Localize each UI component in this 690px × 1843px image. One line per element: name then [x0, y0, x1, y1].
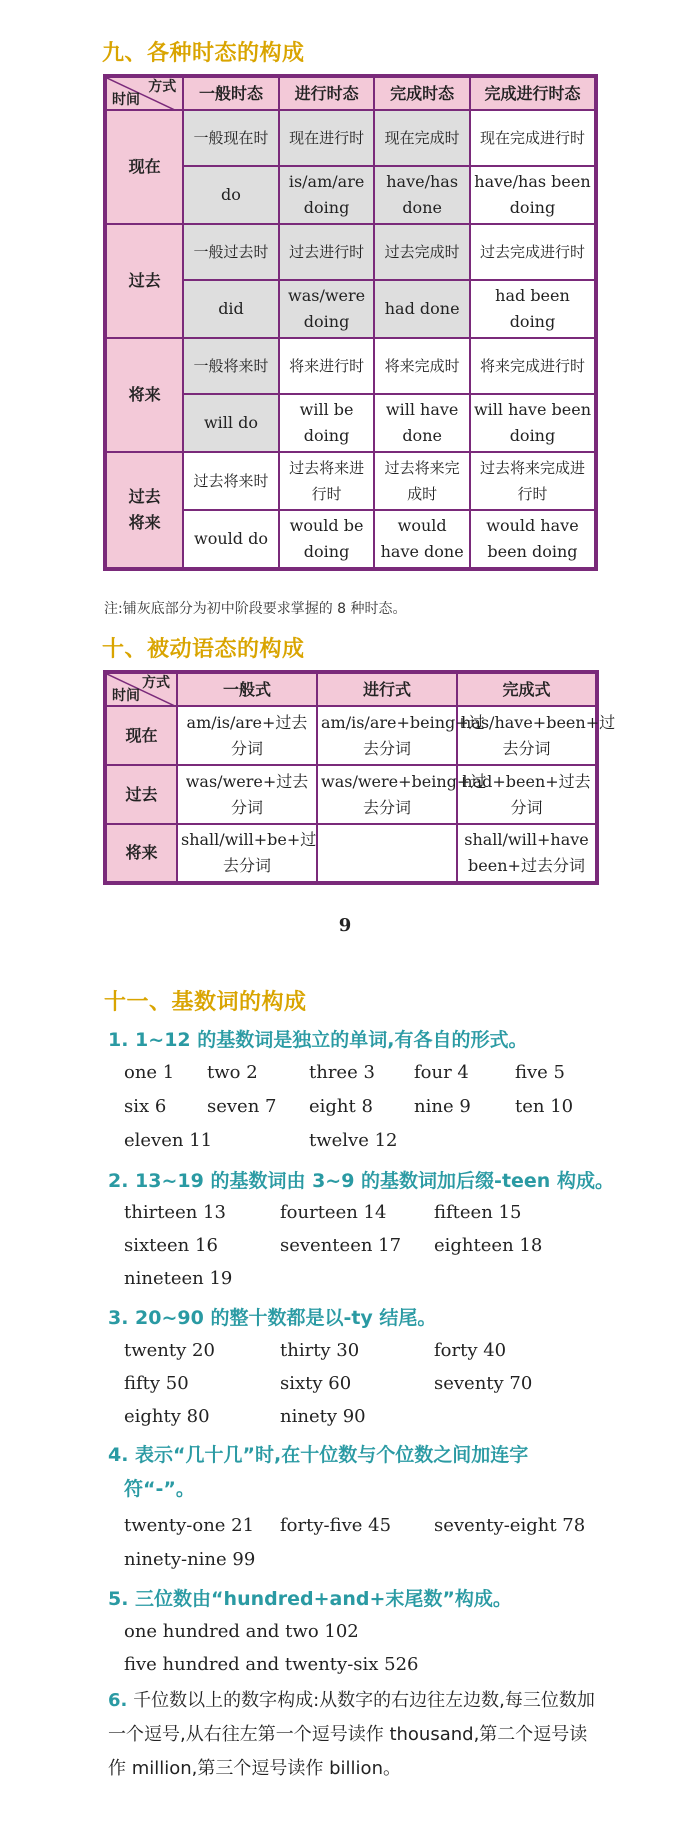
- table-corner: [105, 76, 183, 110]
- tense-form: would have been doing: [470, 510, 596, 569]
- tense-name: 现在进行时: [279, 110, 375, 166]
- tense-form: have/has been doing: [470, 166, 596, 224]
- tense-form: will do: [183, 394, 279, 452]
- item-6-text: 千位数以上的数字构成:从数字的右边往左边数,每三位数加一个逗号,从右往左第一个逗号读作 thousand,第二个逗号读作 million,第三个逗号读作 billion。: [108, 1690, 595, 1779]
- tense-form: is/am/are doing: [279, 166, 375, 224]
- passive-form: had+been+过去分词: [457, 765, 597, 824]
- tense-name: 一般过去时: [183, 224, 279, 280]
- number-word: seven 7: [207, 1096, 277, 1117]
- row-header: 过去将来: [105, 452, 183, 569]
- tense-form: will be doing: [279, 394, 375, 452]
- passive-form: am/is/are+过去分词: [177, 706, 317, 765]
- tense-name: 将来完成进行时: [470, 338, 596, 394]
- column-header: 一般时态: [183, 76, 279, 110]
- corner-top-label: 方式: [142, 675, 170, 691]
- number-word: twenty-one 21: [124, 1515, 255, 1536]
- tense-form: will have been doing: [470, 394, 596, 452]
- item-6-paragraph: [108, 1684, 596, 1786]
- number-word: ninety-nine 99: [124, 1549, 256, 1570]
- tense-name: 一般将来时: [183, 338, 279, 394]
- number-word: forty 40: [434, 1340, 507, 1361]
- number-word: ninety 90: [280, 1406, 366, 1427]
- tense-name: 过去将来时: [183, 452, 279, 510]
- number-word: two 2: [207, 1062, 258, 1083]
- tense-name: 现在完成时: [374, 110, 470, 166]
- item-2-heading: 2. 13~19 的基数词由 3~9 的基数词加后缀-teen 构成。: [108, 1170, 614, 1192]
- number-word: five 5: [515, 1062, 566, 1083]
- number-word: four 4: [414, 1062, 469, 1083]
- column-header: 完成时态: [374, 76, 470, 110]
- tense-form: will have done: [374, 394, 470, 452]
- section-11-title: 十一、基数词的构成: [104, 990, 307, 1015]
- row-header: 现在: [105, 110, 183, 224]
- row-header: 将来: [105, 824, 177, 883]
- number-word: ten 10: [515, 1096, 574, 1117]
- row-header: 过去: [105, 224, 183, 338]
- tense-name: 将来进行时: [279, 338, 375, 394]
- number-word: eighteen 18: [434, 1235, 543, 1256]
- column-header: 完成式: [457, 672, 597, 706]
- tense-form: would be doing: [279, 510, 375, 569]
- number-word: one hundred and two 102: [124, 1621, 359, 1642]
- item-3-heading: 3. 20~90 的整十数都是以-ty 结尾。: [108, 1307, 437, 1329]
- number-word: seventy-eight 78: [434, 1515, 586, 1536]
- table-note: 注:铺灰底部分为初中阶段要求掌握的 8 种时态。: [104, 601, 407, 617]
- item-6-number: 6.: [108, 1690, 128, 1711]
- section-9-title: 九、各种时态的构成: [102, 41, 305, 66]
- column-header: 进行时态: [279, 76, 375, 110]
- number-word: eleven 11: [124, 1130, 213, 1151]
- column-header: 一般式: [177, 672, 317, 706]
- tense-form: did: [183, 280, 279, 338]
- number-word: twenty 20: [124, 1340, 215, 1361]
- tense-name: 过去完成时: [374, 224, 470, 280]
- tense-table: [103, 74, 598, 571]
- number-word: nine 9: [414, 1096, 471, 1117]
- tense-name: 将来完成时: [374, 338, 470, 394]
- number-word: fourteen 14: [280, 1202, 387, 1223]
- item-4-heading-line-2: 符“-”。: [124, 1478, 195, 1500]
- number-word: one 1: [124, 1062, 175, 1083]
- number-word: sixty 60: [280, 1373, 352, 1394]
- tense-name: 过去将来完成进行时: [470, 452, 596, 510]
- item-1-heading: 1. 1~12 的基数词是独立的单词,有各自的形式。: [108, 1029, 528, 1051]
- table-corner: [105, 672, 177, 706]
- tense-form: do: [183, 166, 279, 224]
- tense-form: had done: [374, 280, 470, 338]
- tense-name: 过去进行时: [279, 224, 375, 280]
- tense-name: 过去将来完成时: [374, 452, 470, 510]
- number-word: eight 8: [309, 1096, 373, 1117]
- number-word: nineteen 19: [124, 1268, 233, 1289]
- tense-name: 过去将来进行时: [279, 452, 375, 510]
- number-word: sixteen 16: [124, 1235, 218, 1256]
- number-word: fifty 50: [124, 1373, 189, 1394]
- tense-name: 现在完成进行时: [470, 110, 596, 166]
- column-header: 完成进行时态: [470, 76, 596, 110]
- row-header: 过去: [105, 765, 177, 824]
- number-word: thirty 30: [280, 1340, 360, 1361]
- tense-name: 过去完成进行时: [470, 224, 596, 280]
- passive-form: has/have+been+过去分词: [457, 706, 597, 765]
- number-word: thirteen 13: [124, 1202, 226, 1223]
- passive-form: shall/will+have been+过去分词: [457, 824, 597, 883]
- tense-form: had been doing: [470, 280, 596, 338]
- tense-form: would have done: [374, 510, 470, 569]
- number-word: twelve 12: [309, 1130, 398, 1151]
- corner-top-label: 方式: [148, 79, 177, 95]
- item-5-heading: 5. 三位数由“hundred+and+末尾数”构成。: [108, 1588, 512, 1610]
- corner-bottom-label: 时间: [112, 688, 140, 704]
- passive-voice-table: [103, 670, 616, 885]
- passive-form: was/were+过去分词: [177, 765, 317, 824]
- item-4-heading-line-1: 4. 表示“几十几”时,在十位数与个位数之间加连字: [108, 1444, 529, 1466]
- section-10-title: 十、被动语态的构成: [102, 637, 305, 662]
- tense-form: have/has done: [374, 166, 470, 224]
- number-word: seventeen 17: [280, 1235, 402, 1256]
- number-word: three 3: [309, 1062, 375, 1083]
- column-header: 进行式: [317, 672, 457, 706]
- number-word: six 6: [124, 1096, 167, 1117]
- number-word: fifteen 15: [434, 1202, 522, 1223]
- row-header: 将来: [105, 338, 183, 452]
- passive-form: am/is/are+being+过去分词: [317, 706, 457, 765]
- number-word: forty-five 45: [280, 1515, 392, 1536]
- passive-form: [317, 824, 457, 883]
- corner-bottom-label: 时间: [112, 92, 140, 108]
- tense-name: 一般现在时: [183, 110, 279, 166]
- number-word: eighty 80: [124, 1406, 210, 1427]
- page-number: 9: [338, 915, 352, 936]
- number-word: five hundred and twenty-six 526: [124, 1654, 419, 1675]
- number-word: seventy 70: [434, 1373, 533, 1394]
- passive-form: was/were+being+过去分词: [317, 765, 457, 824]
- tense-form: was/were doing: [279, 280, 375, 338]
- passive-form: shall/will+be+过去分词: [177, 824, 317, 883]
- row-header: 现在: [105, 706, 177, 765]
- tense-form: would do: [183, 510, 279, 569]
